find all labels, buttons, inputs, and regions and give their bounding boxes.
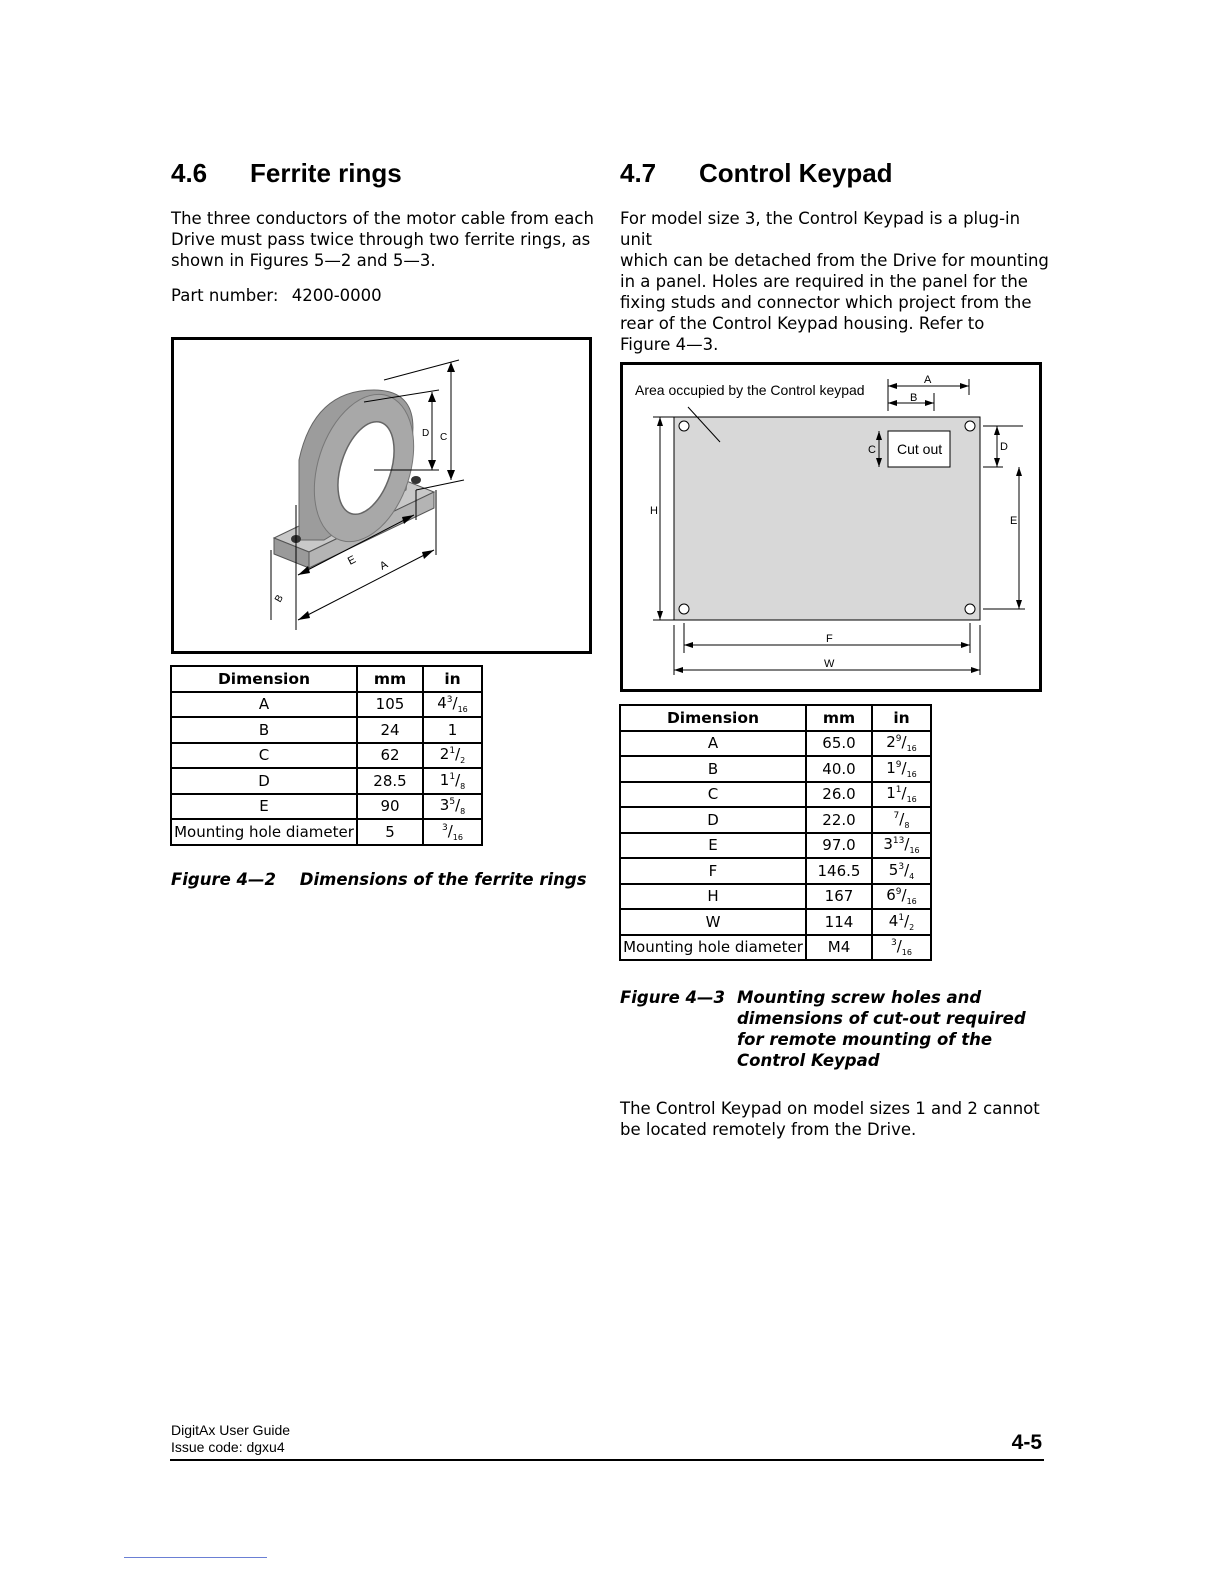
part-number [171,285,591,306]
in-den: 8 [460,781,466,791]
cell-dimension: C [171,743,357,769]
table-row [620,833,931,859]
in-whole: 3 [439,796,450,815]
cell-mm: 146.5 [806,858,872,884]
in-whole: 2 [886,733,896,752]
in-num: 1 [898,912,905,923]
dim-label-d: D [1000,441,1008,453]
table-row [171,743,482,769]
in-whole: 1 [886,784,896,803]
in-den: 2 [909,922,915,932]
cell-dimension: Mounting hole diameter [171,819,357,845]
in-whole: 2 [439,745,450,764]
cell-mm: 24 [357,717,423,743]
ferrite-intro-paragraph [171,208,601,271]
ferrite-ring-figure [171,337,592,654]
cell-dimension: D [620,807,806,833]
in-den: 16 [906,795,917,805]
section-4-6-heading [171,158,591,190]
paragraph-line: Figure 4—3. [620,335,719,354]
table-row [620,884,931,910]
table-row [620,935,931,961]
in-num: 3 [891,938,897,949]
footer-rule [170,1459,1044,1461]
in-den: 16 [906,769,917,779]
cell-dimension: C [620,782,806,808]
caption-label: Figure 4—2 [171,870,277,889]
table-row [620,909,931,935]
in-num: 5 [449,797,456,808]
cell-in: $2^1/_2$ [423,743,482,769]
caption-label: Figure 4—3 [620,988,726,1007]
cell-in: $3^{13}/_{16}$ [872,833,931,859]
caption-line: Mounting screw holes and [737,988,982,1007]
keypad-dimensions-table [619,704,932,961]
keypad-cutout-drawing [623,365,1039,689]
cell-mm: 90 [357,794,423,820]
page-number: 4-5 [1011,1431,1042,1454]
figure-4-3-caption [620,987,1050,1071]
table-row [171,819,482,845]
area-label: Area occupied by the Control keypad [635,382,865,398]
cell-mm: 28.5 [357,768,423,794]
in-num: 13 [892,836,905,847]
footer-left [171,1422,471,1456]
column-header: in [872,705,931,731]
cell-mm: 105 [357,692,423,718]
cell-mm: 65.0 [806,731,872,757]
mount-hole-tl [679,421,689,431]
cell-mm: 26.0 [806,782,872,808]
in-den: 16 [457,705,468,715]
dim-label-f: F [826,633,833,645]
cell-in: $1^1/_{16}$ [872,782,931,808]
dim-label-b: B [273,593,286,605]
cell-in: $1^1/_8$ [423,768,482,794]
paragraph-line: in a panel. Holes are required in the panel for the [620,272,1028,291]
in-den: 4 [909,871,915,881]
keypad-closing-paragraph [620,1098,1050,1140]
table-row [171,768,482,794]
in-num: 9 [895,734,902,745]
table-row [620,858,931,884]
in-num: 3 [898,861,905,872]
keypad-intro-paragraph [620,208,1055,355]
mount-hole-bl [679,604,689,614]
in-whole: 4 [888,911,899,930]
in-den: 8 [904,820,910,830]
column-header: in [423,666,482,692]
part-number-label: Part number: [171,286,279,305]
in-num: 9 [895,759,902,770]
cell-dimension: B [171,717,357,743]
dim-label-b: B [910,392,918,404]
in-den: 2 [460,756,466,766]
section-number: 4.6 [171,158,208,188]
cell-mm: 167 [806,884,872,910]
figure-4-2-caption [171,869,601,890]
caption-line: for remote mounting of the [737,1030,993,1049]
paragraph-line: be located remotely from the Drive. [620,1120,917,1139]
cell-dimension: E [620,833,806,859]
cell-in: $^7/_8$ [872,807,931,833]
section-number: 4.7 [620,158,657,188]
in-num: 1 [449,746,456,757]
in-num: 1 [449,771,456,782]
in-whole: 3 [883,835,893,854]
cell-in: 1 [423,717,482,743]
column-header: Dimension [171,666,357,692]
cell-in: $5^3/_4$ [872,858,931,884]
dim-label-a: A [377,558,390,573]
cell-mm: 5 [357,819,423,845]
keypad-cutout-figure [620,362,1042,692]
dim-label-c: C [440,432,448,443]
paragraph-line: shown in Figures 5—2 and 5—3. [171,251,436,270]
column-header: Dimension [620,705,806,731]
bottom-link-rule [124,1557,267,1558]
table-row [171,692,482,718]
cutout-label: Cut out [897,441,943,457]
paragraph-line: For model size 3, the Control Keypad is a plug-in unit [620,209,1021,249]
cell-dimension: E [171,794,357,820]
dim-label-a: A [924,374,932,386]
in-den: 16 [909,846,920,856]
cell-dimension: F [620,858,806,884]
in-whole: 5 [888,860,899,879]
table-row [171,794,482,820]
cell-in: $4^1/_2$ [872,909,931,935]
footer-guide-title: DigitAx User Guide [171,1422,291,1438]
in-whole: 1 [886,758,896,777]
cell-mm: 62 [357,743,423,769]
in-whole: 6 [886,886,896,905]
table-row [620,807,931,833]
cell-dimension: D [171,768,357,794]
caption-line: Control Keypad [737,1051,880,1070]
cell-in: $6^9/_{16}$ [872,884,931,910]
ferrite-ring-drawing [174,340,589,651]
table-header-row [620,705,931,731]
mount-hole-tr [965,421,975,431]
table-header-row [171,666,482,692]
paragraph-line: fixing studs and connector which project from the [620,293,1032,312]
footer-issue-code: Issue code: dgxu4 [171,1439,285,1455]
paragraph-line: Drive must pass twice through two ferrite rings, as [171,230,591,249]
in-num: 3 [442,822,448,833]
caption-text [737,987,1047,1071]
cell-mm: 114 [806,909,872,935]
table-row [620,756,931,782]
cell-mm: 40.0 [806,756,872,782]
dim-label-w: W [824,658,835,670]
cell-dimension: W [620,909,806,935]
dim-label-e: E [1010,515,1018,527]
column-header: mm [357,666,423,692]
caption-text: Dimensions of the ferrite rings [299,870,587,889]
cell-in: $^3/_{16}$ [423,819,482,845]
in-den: 8 [460,807,466,817]
mount-hole-right [411,476,421,484]
in-den: 16 [906,744,917,754]
cell-in: $^3/_{16}$ [872,935,931,961]
column-header: mm [806,705,872,731]
cell-dimension: B [620,756,806,782]
dim-label-h: H [650,505,658,517]
in-den: 16 [452,832,463,842]
cell-in: $4^3/_{16}$ [423,692,482,718]
cell-in: $2^9/_{16}$ [872,731,931,757]
in-den: 16 [901,948,912,958]
cell-mm: 22.0 [806,807,872,833]
ferrite-dimensions-table [170,665,483,846]
section-4-7-heading [620,158,1040,190]
part-number-value: 4200-0000 [291,286,382,305]
in-num: 3 [446,695,453,706]
cell-in: $1^9/_{16}$ [872,756,931,782]
dim-label-e: E [345,553,358,568]
mount-hole-br [965,604,975,614]
cell-dimension: A [620,731,806,757]
in-whole: 1 [439,770,450,789]
cell-dimension: H [620,884,806,910]
paragraph-line: The Control Keypad on model sizes 1 and 2 cannot [620,1099,1040,1118]
in-num: 7 [893,810,900,821]
cell-dimension: Mounting hole diameter [620,935,806,961]
table-row [620,731,931,757]
section-title: Control Keypad [699,158,893,188]
cell-mm: 97.0 [806,833,872,859]
cell-in: $3^5/_8$ [423,794,482,820]
cell-dimension: A [171,692,357,718]
cell-mm: M4 [806,935,872,961]
in-den: 16 [906,897,917,907]
table-row [171,717,482,743]
in-num: 9 [895,887,902,898]
dim-label-c: C [868,444,876,456]
paragraph-line: rear of the Control Keypad housing. Refer to [620,314,985,333]
dim-label-d: D [422,428,430,439]
section-title: Ferrite rings [250,158,402,188]
in-num: 1 [895,785,902,796]
paragraph-line: The three conductors of the motor cable from each [171,209,594,228]
paragraph-line: which can be detached from the Drive for mounting [620,251,1049,270]
caption-line: dimensions of cut-out required [737,1009,1026,1028]
table-row [620,782,931,808]
in-whole: 4 [437,694,447,713]
